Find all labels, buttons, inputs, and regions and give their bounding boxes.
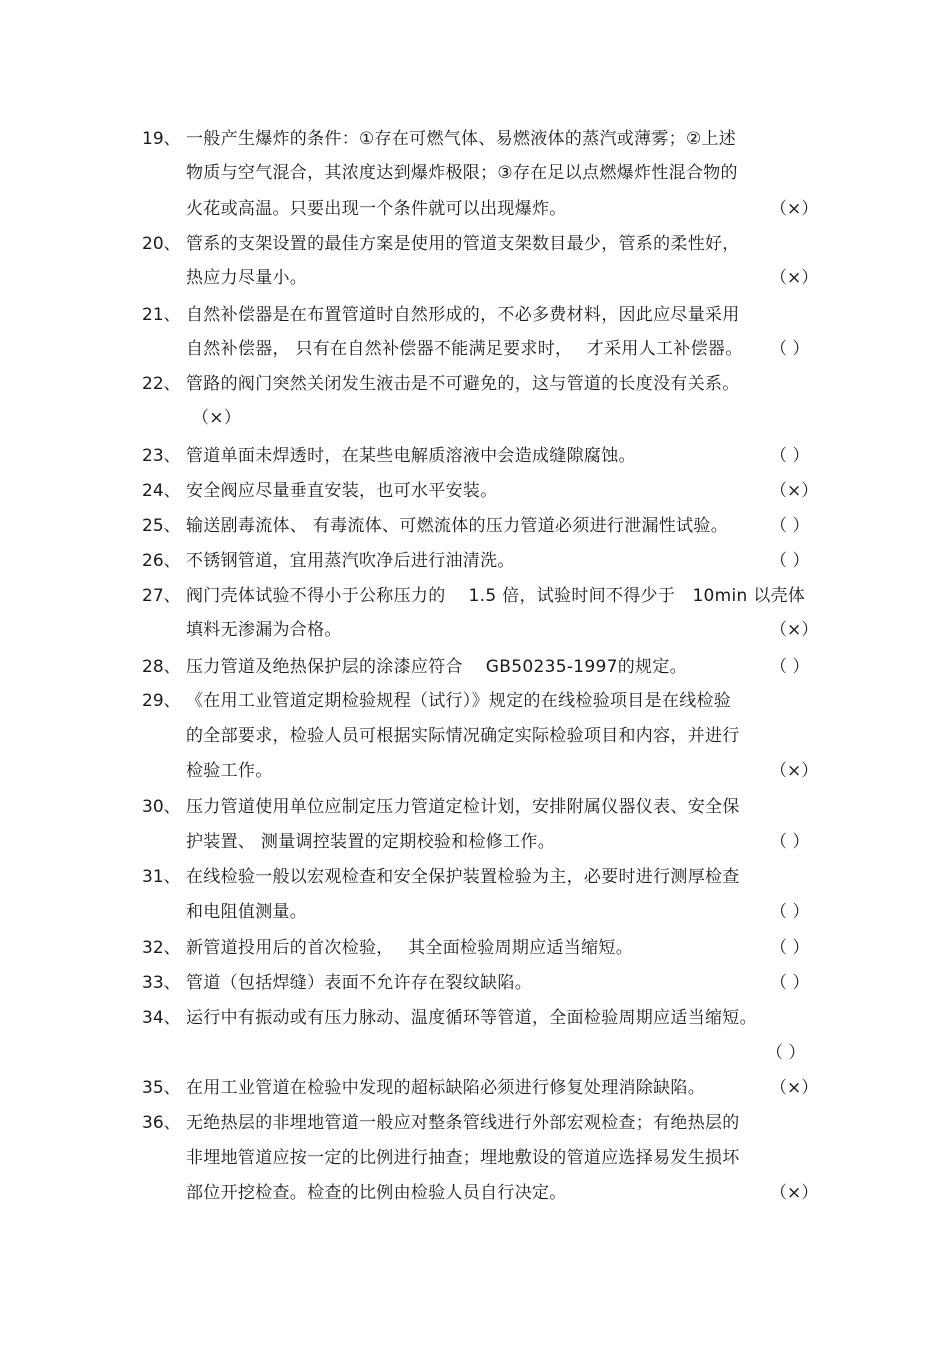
question-number: 20、 [142,234,181,254]
answer-mark: （×） [770,481,819,501]
question-text: 自然补偿器， 只有在自然补偿器不能满足要求时， 才采用人工补偿器。 [186,339,743,359]
question-36-line-2 [0,1143,950,1173]
answer-mark: （×） [770,761,819,781]
question-number: 22、 [142,374,181,394]
question-number: 29、 [142,691,181,711]
answer-mark: （ ） [770,973,810,993]
answer-mark: （×） [770,1078,819,1098]
question-28-line-1 [0,652,950,682]
question-text: 输送剧毒流体、 有毒流体、可燃流体的压力管道必须进行泄漏性试验。 [186,516,729,536]
question-text: 管道（包括焊缝）表面不允许存在裂纹缺陷。 [186,973,532,993]
question-text: 检验工作。 [186,761,273,781]
question-34-line-2 [0,1038,950,1068]
question-text: 在用工业管道在检验中发现的超标缺陷必须进行修复处理消除缺陷。 [186,1078,705,1098]
answer-mark: （ ） [770,551,810,571]
question-text: 填料无渗漏为合格。 [186,620,342,640]
question-number: 28、 [142,657,181,677]
question-text: 和电阻值测量。 [186,902,308,922]
question-text: 不锈钢管道，宜用蒸汽吹净后进行油清洗。 [186,551,515,571]
question-25-line-1 [0,511,950,541]
question-number: 36、 [142,1113,181,1133]
question-text: 安全阀应尽量垂直安装，也可水平安装。 [186,481,498,501]
question-number: 25、 [142,516,181,536]
answer-mark: （ ） [770,516,810,536]
answer-mark: （ ） [766,1043,806,1063]
answer-mark: （×） [770,620,819,640]
question-text: 《在用工业管道定期检验规程（试行）》规定的在线检验项目是在线检验 [186,691,732,711]
answer-mark: （×） [770,199,819,219]
question-text: 新管道投用后的首次检验， 其全面检验周期应适当缩短。 [186,938,634,958]
question-26-line-1 [0,546,950,576]
question-text: 部位开挖检查。检查的比例由检验人员自行决定。 [186,1183,567,1203]
question-36-line-1 [0,1108,950,1138]
question-24-line-1 [0,476,950,506]
question-20-line-2 [0,263,950,293]
question-27-line-2 [0,615,950,645]
question-text: 管道单面未焊透时，在某些电解质溶液中会造成缝隙腐蚀。 [186,446,636,466]
question-27-line-1 [0,581,950,611]
question-number: 27、 [142,586,181,606]
question-number: 35、 [142,1078,181,1098]
question-number: 33、 [142,973,181,993]
question-31-line-1 [0,862,950,892]
question-30-line-2 [0,827,950,857]
answer-mark: （ ） [770,657,810,677]
question-text: 无绝热层的非埋地管道一般应对整条管线进行外部宏观检查；有绝热层的 [186,1113,740,1133]
question-text: 物质与空气混合，其浓度达到爆炸极限；③存在足以点燃爆炸性混合物的 [186,163,738,183]
question-text: 的全部要求，检验人员可根据实际情况确定实际检验项目和内容，并进行 [186,726,740,746]
question-number: 21、 [142,305,181,325]
question-text: 压力管道及绝热保护层的涂漆应符合 GB50235-1997的规定。 [186,657,687,677]
question-21-line-2 [0,334,950,364]
question-text: 一般产生爆炸的条件：①存在可燃气体、易燃液体的蒸汽或薄雾；②上述 [186,129,737,149]
question-text: 热应力尽量小。 [186,268,308,288]
question-text: 管路的阀门突然关闭发生液击是不可避免的，这与管道的长度没有关系。 [186,374,740,394]
question-number: 30、 [142,797,181,817]
question-33-line-1 [0,968,950,998]
question-36-line-3 [0,1178,950,1208]
question-number: 32、 [142,938,181,958]
answer-mark: （ ） [770,832,810,852]
question-29-line-3 [0,756,950,786]
answer-mark: （ ） [770,339,810,359]
question-text: 压力管道使用单位应制定压力管道定检计划，安排附属仪器仪表、安全保 [186,797,740,817]
question-text: 阀门壳体试验不得小于公称压力的 1.5 倍，试验时间不得少于 10min 以壳体 [186,586,806,606]
answer-mark: （ ） [770,938,810,958]
question-text: 自然补偿器是在布置管道时自然形成的，不必多费材料，因此应尽量采用 [186,305,740,325]
question-text: 非埋地管道应按一定的比例进行抽查；埋地敷设的管道应选择易发生损坏 [186,1148,740,1168]
question-29-line-2 [0,721,950,751]
question-19-line-2 [0,158,950,188]
question-text: 在线检验一般以宏观检查和安全保护装置检验为主，必要时进行测厚检查 [186,867,740,887]
question-19-line-1 [0,124,950,154]
question-number: 26、 [142,551,181,571]
answer-mark: （×） [192,408,242,428]
question-32-line-1 [0,933,950,963]
question-number: 19、 [142,129,181,149]
question-text: 火花或高温。只要出现一个条件就可以出现爆炸。 [186,199,567,219]
question-text: 护装置、 测量调控装置的定期校验和检修工作。 [186,832,556,852]
question-23-line-1 [0,441,950,471]
question-22-line-2 [0,403,950,433]
question-text: 运行中有振动或有压力脉动、温度循环等管道，全面检验周期应适当缩短。 [186,1008,757,1028]
answer-mark: （×） [770,1183,819,1203]
question-20-line-1 [0,229,950,259]
question-21-line-1 [0,300,950,330]
question-22-line-1 [0,369,950,399]
answer-mark: （ ） [770,446,810,466]
answer-mark: （ ） [770,902,810,922]
question-35-line-1 [0,1073,950,1103]
question-number: 24、 [142,481,181,501]
question-19-line-3 [0,194,950,224]
question-text: 管系的支架设置的最佳方案是使用的管道支架数目最少，管系的柔性好， [186,234,740,254]
answer-mark: （×） [770,268,819,288]
question-number: 34、 [142,1008,181,1028]
question-30-line-1 [0,792,950,822]
question-number: 31、 [142,867,181,887]
question-31-line-2 [0,897,950,927]
question-34-line-1 [0,1003,950,1033]
question-29-line-1 [0,686,950,716]
question-number: 23、 [142,446,181,466]
